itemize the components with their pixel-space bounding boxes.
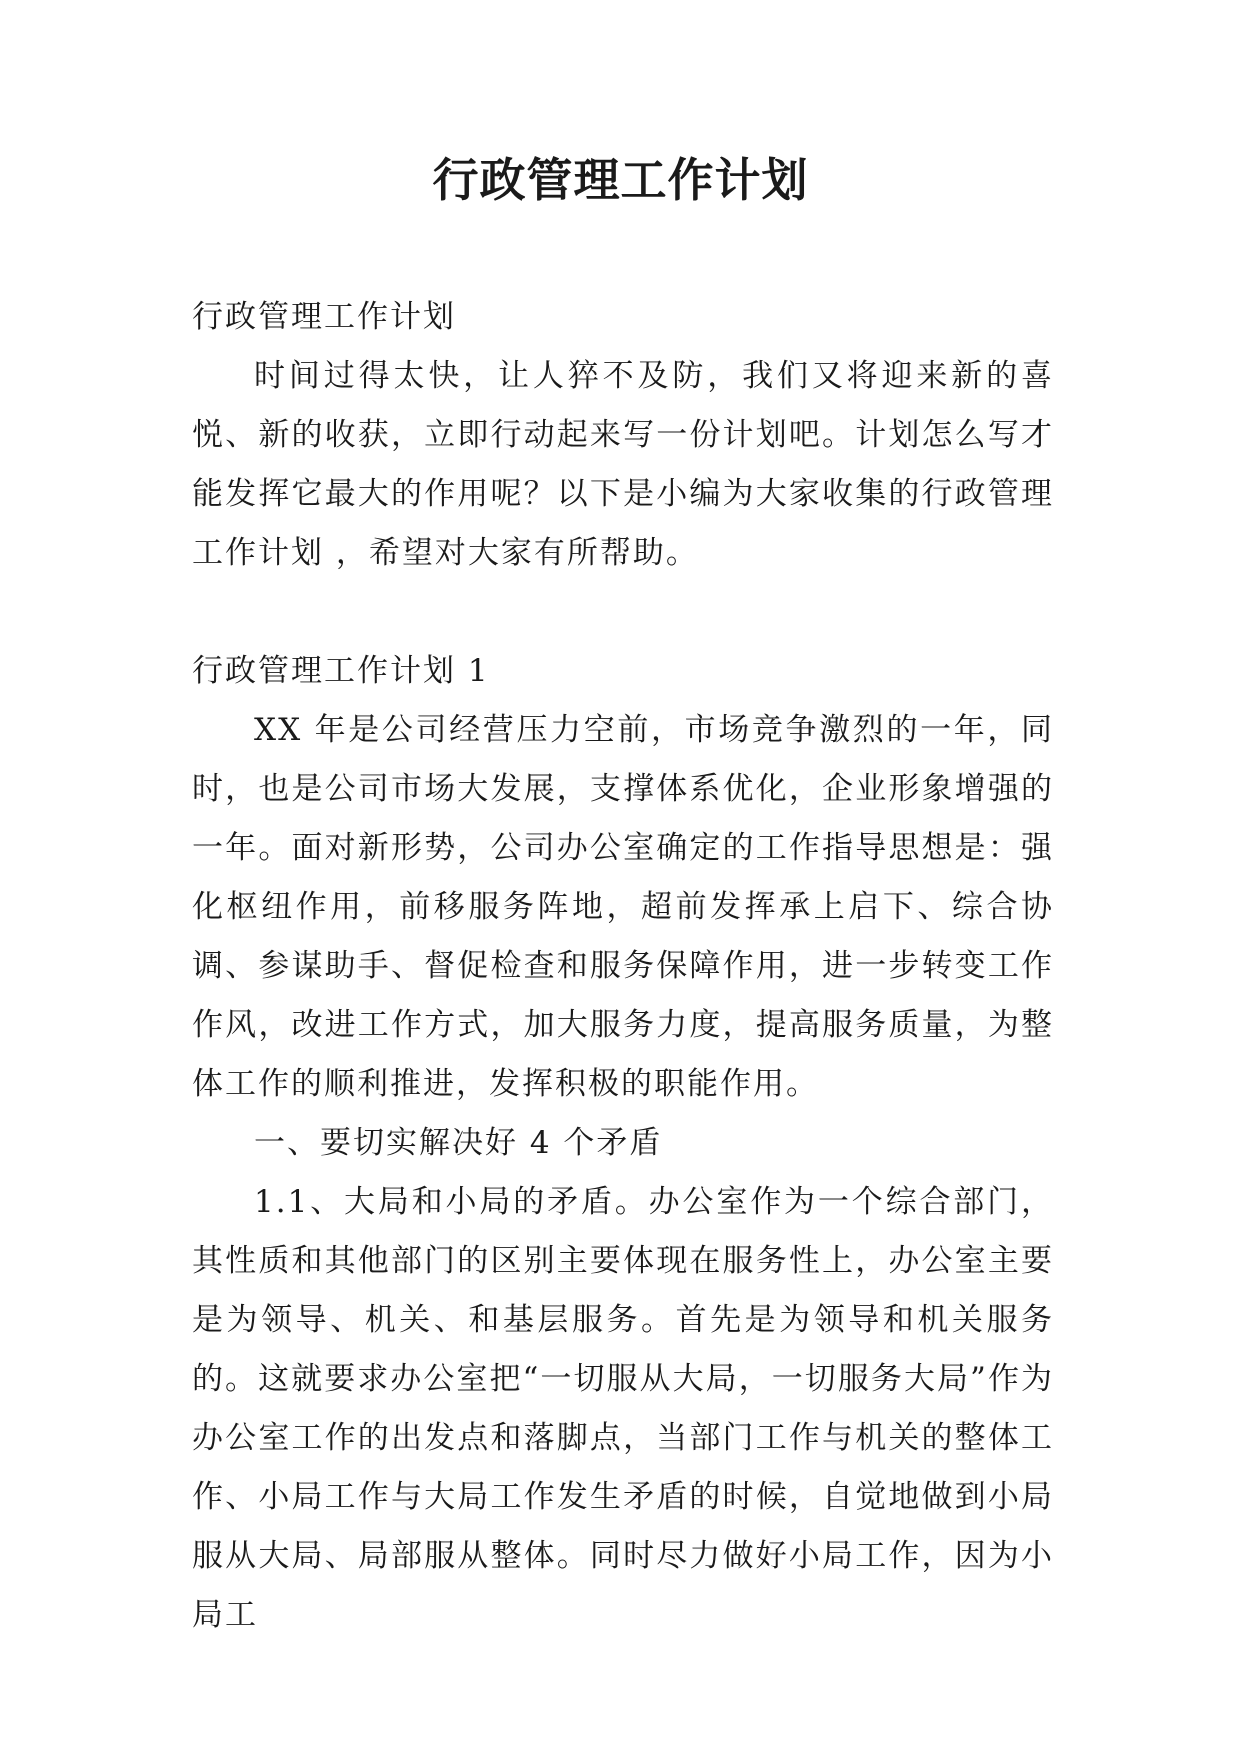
intro-paragraph: 时间过得太快，让人猝不及防，我们又将迎来新的喜悦、新的收获，立即行动起来写一份计划吧。计划怎么写才能发挥它最大的作用呢？以下是小编为大家收集的行政管理工作计划 ，希望对大家有所帮助。	[192, 358, 1054, 571]
subsection-heading: 一、要切实解决好 4 个矛盾	[254, 1125, 663, 1161]
section-heading: 行政管理工作计划 1	[192, 653, 490, 689]
document-body	[192, 288, 1054, 1645]
section-heading: 行政管理工作计划	[192, 299, 456, 335]
body-paragraph: XX 年是公司经营压力空前，市场竞争激烈的一年，同时，也是公司市场大发展，支撑体系优化，企业形象增强的一年。面对新形势，公司办公室确定的工作指导思想是：强化枢纽作用，前移服务阵地，超前发挥承上启下、综合协调、参谋助手、督促检查和服务保障作用，进一步转变工作作风，改进工作方式，加大服务力度，提高服务质量，为整体工作的顺利推进，发挥积极的职能作用。	[192, 712, 1054, 1102]
document-title: 行政管理工作计划	[432, 153, 809, 207]
body-paragraph: 1.1、大局和小局的矛盾。办公室作为一个综合部门，其性质和其他部门的区别主要体现在服务性上，办公室主要是为领导、机关、和基层服务。首先是为领导和机关服务的。这就要求办公室把“一切服从大局，一切服务大局”作为办公室工作的出发点和落脚点，当部门工作与机关的整体工作、小局工作与大局工作发生矛盾的时候，自觉地做到小局服从大局、局部服从整体。同时尽力做好小局工作，因为小局工	[192, 1184, 1054, 1633]
paragraph-gap	[192, 583, 1054, 642]
